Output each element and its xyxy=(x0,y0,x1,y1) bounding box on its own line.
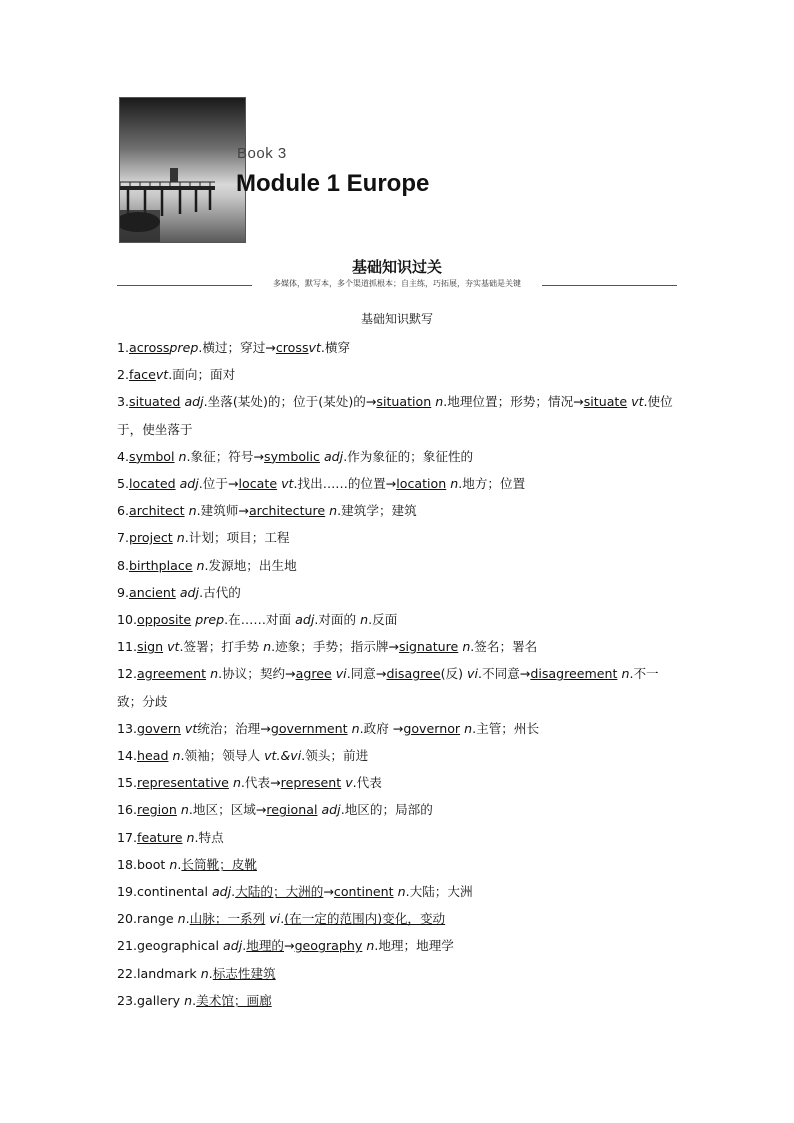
answer-word: representative xyxy=(137,775,229,791)
module-title: Module 1 Europe xyxy=(236,170,430,197)
answer-word: 标志性建筑 xyxy=(212,965,276,981)
part-of-speech: n xyxy=(176,530,185,546)
entry-text: 统治；治理→ xyxy=(197,720,271,736)
vocab-entry xyxy=(117,905,679,932)
vocabulary-list xyxy=(117,334,679,1014)
entry-text: .地方；位置 xyxy=(458,476,526,492)
vocab-entry xyxy=(117,606,679,633)
section-rule-left xyxy=(117,285,252,286)
answer-word: agree xyxy=(295,666,332,682)
part-of-speech: n xyxy=(180,802,189,818)
part-of-speech: vt xyxy=(631,394,644,410)
entry-text: .作为象征的；象征性的 xyxy=(343,448,474,464)
entry-text: 18.boot xyxy=(117,856,170,872)
entry-text: .领头；前进 xyxy=(301,748,369,764)
vocab-entry xyxy=(117,633,679,660)
entry-text: 9. xyxy=(117,584,130,600)
entry-text: .横过；穿过→ xyxy=(198,340,276,355)
answer-word: situated xyxy=(129,394,181,410)
part-of-speech: n xyxy=(186,829,195,845)
answer-word: birthplace xyxy=(129,557,193,573)
vocab-entry xyxy=(117,824,679,851)
part-of-speech: adj xyxy=(321,802,341,818)
answer-word: face xyxy=(129,367,156,383)
entry-text: .迹象；手势；指示牌→ xyxy=(271,639,399,655)
entry-text: . xyxy=(177,856,182,872)
entry-text: .计划；项目；工程 xyxy=(184,530,290,546)
entry-text: 8. xyxy=(117,557,130,573)
answer-word: location xyxy=(396,476,447,492)
part-of-speech: n xyxy=(351,720,360,736)
answer-word: located xyxy=(129,476,176,492)
entry-text: .签署；打手势 xyxy=(179,639,264,655)
part-of-speech: n xyxy=(188,503,197,519)
vocab-entry xyxy=(117,932,679,959)
part-of-speech: n xyxy=(360,612,369,628)
part-of-speech: n xyxy=(397,884,406,900)
entry-text: 22.landmark xyxy=(117,965,201,981)
part-of-speech: n xyxy=(200,965,209,981)
part-of-speech: vt xyxy=(281,476,294,492)
entry-text: .地理；地理学 xyxy=(374,938,454,954)
answer-word: situate xyxy=(583,394,628,410)
section-title: 基础知识过关 xyxy=(351,258,442,276)
part-of-speech: n xyxy=(169,856,178,872)
entry-text: 5. xyxy=(117,476,130,492)
entry-text: . xyxy=(208,965,213,981)
entry-text: . xyxy=(231,884,236,900)
vocab-entry xyxy=(117,579,679,606)
part-of-speech: adj xyxy=(222,938,243,954)
vocab-entry xyxy=(117,960,679,987)
entry-text: 17. xyxy=(117,829,138,845)
entry-text: .建筑师→ xyxy=(196,503,249,519)
entry-text: 11. xyxy=(117,639,138,655)
entry-text: 13. xyxy=(117,720,138,736)
entry-text: 10. xyxy=(117,612,138,628)
entry-text: .发源地；出生地 xyxy=(204,557,297,573)
entry-text: .不同意→ xyxy=(478,666,531,682)
vocab-entry xyxy=(117,388,679,442)
answer-word: project xyxy=(129,530,173,546)
answer-word: cross xyxy=(275,340,309,355)
entry-text: .横穿 xyxy=(320,340,351,355)
entry-text: .面向；面对 xyxy=(168,367,236,383)
part-of-speech: n xyxy=(464,720,473,736)
entry-text: .同意→ xyxy=(346,666,387,682)
vocab-entry xyxy=(117,878,679,905)
vocab-entry xyxy=(117,769,679,796)
entry-text: .使位于，使坐落于 xyxy=(117,394,673,437)
vocab-entry xyxy=(117,361,679,388)
answer-word: head xyxy=(137,748,169,764)
answer-word: regional xyxy=(266,802,318,818)
answer-word: governor xyxy=(403,720,461,736)
cover-photo xyxy=(119,97,246,243)
answer-word: architecture xyxy=(248,503,326,519)
part-of-speech: vt xyxy=(308,340,321,355)
entry-text: .政府 → xyxy=(359,720,404,736)
entry-text: 21.geographical xyxy=(117,938,223,954)
vocab-entry xyxy=(117,443,679,470)
book-label: Book 3 xyxy=(237,145,287,162)
part-of-speech: n xyxy=(462,639,471,655)
answer-word: agreement xyxy=(137,666,207,682)
entry-text: 23.gallery xyxy=(117,992,185,1008)
answer-word: geography xyxy=(294,938,363,954)
vocab-entry xyxy=(117,796,679,823)
entry-text: .协议；契约→ xyxy=(218,666,296,682)
entry-text: .地理位置；形势；情况→ xyxy=(443,394,584,410)
part-of-speech: vt xyxy=(184,720,198,736)
answer-word: feature xyxy=(137,829,183,845)
entry-text: .代表→ xyxy=(240,775,281,791)
part-of-speech: n xyxy=(263,639,272,655)
part-of-speech: n xyxy=(435,394,444,410)
answer-word: ancient xyxy=(129,584,176,600)
answer-word: architect xyxy=(129,503,185,519)
entry-text: 16. xyxy=(117,802,138,818)
vocab-entry xyxy=(117,715,679,742)
entry-text: .地区的；局部的 xyxy=(340,802,433,818)
part-of-speech: n xyxy=(366,938,375,954)
entry-text: .不一致；分歧 xyxy=(117,666,659,709)
answer-word: region xyxy=(137,802,177,818)
entry-text: .签名；署名 xyxy=(470,639,538,655)
entry-text: .大陆；大洲 xyxy=(405,884,473,900)
part-of-speech: n xyxy=(621,666,630,682)
entry-text: .特点 xyxy=(194,829,224,845)
part-of-speech: n xyxy=(172,748,181,764)
pier-photo-image xyxy=(120,98,245,242)
entry-text: .坐落(某处)的；位于(某处)的→ xyxy=(203,394,377,410)
part-of-speech: adj xyxy=(179,584,200,600)
vocab-entry xyxy=(117,524,679,551)
answer-word: disagreement xyxy=(530,666,618,682)
part-of-speech: vi xyxy=(467,666,478,682)
answer-word: 地理的 xyxy=(246,938,284,954)
entry-text: 15. xyxy=(117,775,138,791)
part-of-speech: prep xyxy=(195,612,225,628)
entry-text: 4. xyxy=(117,448,130,464)
answer-word: represent xyxy=(280,775,342,791)
answer-word: disagree xyxy=(386,666,441,682)
entry-text: 19.continental xyxy=(117,884,212,900)
part-of-speech: vt xyxy=(167,639,180,655)
vocab-entry xyxy=(117,987,679,1014)
part-of-speech: n xyxy=(450,476,459,492)
entry-text: .主管；州长 xyxy=(472,720,540,736)
answer-word: situation xyxy=(376,394,432,410)
part-of-speech: v xyxy=(345,775,353,791)
entry-text: . xyxy=(185,911,190,927)
entry-text: .位于→ xyxy=(198,476,239,492)
part-of-speech: vi xyxy=(269,911,281,927)
answer-word: govern xyxy=(137,720,181,736)
entry-text: .在……对面 xyxy=(224,612,296,628)
entry-text: → xyxy=(284,938,295,954)
answer-word: 美术馆；画廊 xyxy=(196,992,272,1008)
entry-text: 14. xyxy=(117,748,138,764)
dictation-title: 基础知识默写 xyxy=(360,312,433,326)
vocab-entry xyxy=(117,470,679,497)
entry-text: 12. xyxy=(117,666,138,682)
part-of-speech: adj xyxy=(323,448,344,464)
entry-text: .反面 xyxy=(368,612,398,628)
vocab-entry xyxy=(117,334,679,361)
entry-text: . xyxy=(192,992,197,1008)
vocab-entry xyxy=(117,742,679,769)
vocab-entry xyxy=(117,851,679,878)
part-of-speech: n xyxy=(184,992,193,1008)
entry-text: . xyxy=(280,911,285,927)
answer-word: signature xyxy=(398,639,459,655)
answer-word: 山脉；一系列 xyxy=(189,911,266,927)
entry-text: .古代的 xyxy=(199,584,241,600)
entry-text: .找出……的位置→ xyxy=(293,476,397,492)
entry-text: .象征；符号→ xyxy=(186,448,265,464)
part-of-speech: adj xyxy=(179,476,199,492)
part-of-speech: n xyxy=(177,911,186,927)
part-of-speech: adj xyxy=(295,612,315,628)
entry-text: 6. xyxy=(117,503,130,519)
answer-word: 长筒靴；皮靴 xyxy=(181,856,257,872)
part-of-speech: adj xyxy=(184,394,204,410)
vocab-entry xyxy=(117,660,679,714)
part-of-speech: adj xyxy=(211,884,232,900)
entry-text: → xyxy=(323,884,334,900)
answer-word: symbolic xyxy=(264,448,320,464)
part-of-speech: vi xyxy=(335,666,347,682)
answer-word: government xyxy=(270,720,348,736)
vocab-entry xyxy=(117,497,679,524)
answer-word: locate xyxy=(238,476,278,492)
entry-text: 1. xyxy=(117,340,130,355)
answer-word: opposite xyxy=(137,612,192,628)
entry-text: 2. xyxy=(117,367,130,383)
entry-text: .建筑学；建筑 xyxy=(337,503,417,519)
entry-text: 3. xyxy=(117,394,130,410)
entry-text: . xyxy=(242,938,247,954)
part-of-speech: vt xyxy=(155,367,169,383)
part-of-speech: n xyxy=(178,448,187,464)
answer-word: (在一定的范围内)变化，变动 xyxy=(284,911,446,927)
part-of-speech: n xyxy=(232,775,241,791)
part-of-speech: n xyxy=(210,666,219,682)
section-subtitle: 多媒体，默写本，多个渠道抓根本；自主练，巧拓展，夯实基础是关键 xyxy=(273,279,521,288)
part-of-speech: prep xyxy=(169,340,199,355)
answer-word: 大陆的；大洲的 xyxy=(235,884,324,900)
entry-text: .对面的 xyxy=(314,612,361,628)
part-of-speech: n xyxy=(329,503,338,519)
part-of-speech: n xyxy=(196,557,205,573)
entry-text: .代表 xyxy=(352,775,382,791)
entry-text: 7. xyxy=(117,530,130,546)
answer-word: sign xyxy=(137,639,164,655)
entry-text: 20.range xyxy=(117,911,178,927)
entry-text: (反) xyxy=(440,666,468,682)
section-rule-right xyxy=(542,285,677,286)
entry-text: .领袖；领导人 xyxy=(180,748,265,764)
part-of-speech: vt.&vi xyxy=(264,748,302,764)
answer-word: across xyxy=(129,340,170,355)
vocab-entry xyxy=(117,552,679,579)
entry-text: .地区；区域→ xyxy=(188,802,267,818)
answer-word: symbol xyxy=(129,448,175,464)
answer-word: continent xyxy=(333,884,394,900)
